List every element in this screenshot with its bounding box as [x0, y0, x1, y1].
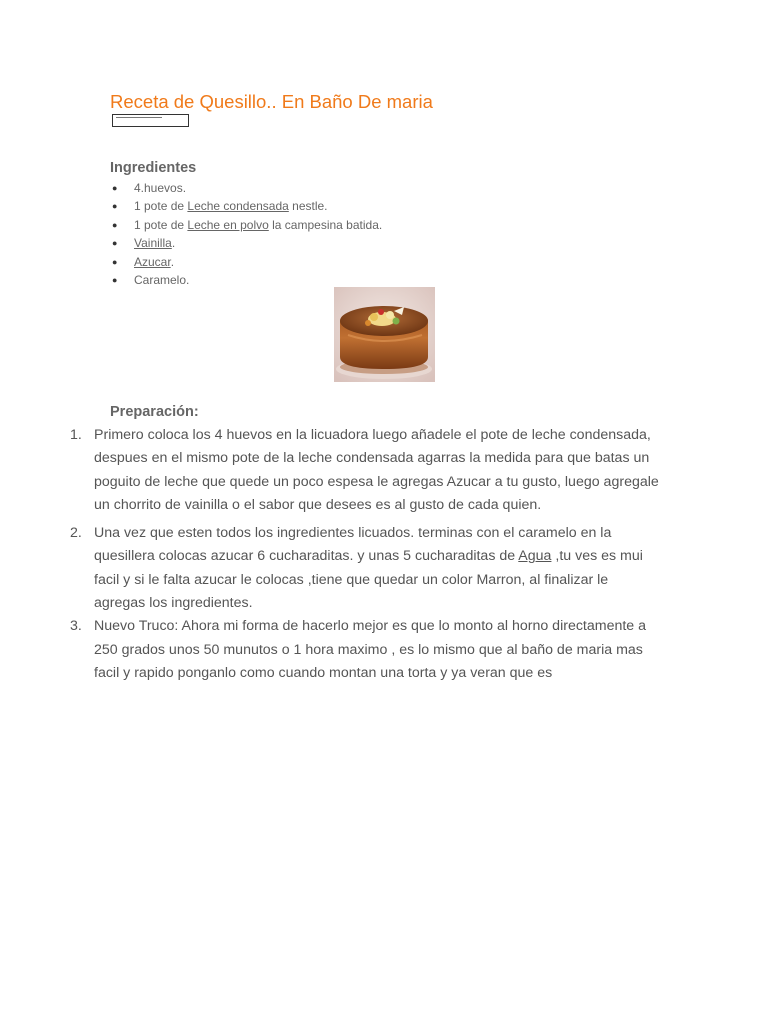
title-underline-box — [112, 114, 189, 127]
ingredients-list — [110, 180, 382, 290]
ingredient-text: 1 pote de — [134, 217, 188, 232]
preparation-heading: Preparación: — [110, 404, 199, 420]
list-item — [110, 235, 382, 253]
ingredient-text: . — [170, 254, 175, 269]
step-number: 3. — [70, 618, 82, 635]
bullet-icon: ● — [112, 201, 118, 212]
link-leche-en-polvo[interactable]: Leche en polvo — [187, 217, 269, 232]
tiny-text-line — [116, 117, 162, 118]
bullet-icon: ● — [112, 238, 118, 249]
step-text: ,tu ves es mui facil y si le falta azucar le colocas ,tiene que quedar un color Marron, al finalizar le agregas los ingredientes. — [94, 548, 643, 612]
link-azucar[interactable]: Azucar — [134, 254, 171, 269]
ingredient-text: Caramelo. — [134, 272, 190, 287]
step-item — [0, 522, 660, 615]
bullet-icon: ● — [112, 274, 118, 285]
ingredient-text: 1 pote de — [134, 199, 188, 214]
quesillo-photo — [334, 287, 435, 382]
bullet-icon: ● — [112, 183, 118, 193]
list-item — [110, 254, 382, 272]
bullet-icon: ● — [112, 219, 118, 230]
ingredients-heading: Ingredientes — [110, 160, 197, 176]
ingredient-text: la campesina batida. — [268, 217, 383, 232]
ingredient-text: . — [171, 236, 176, 251]
page-title: Receta de Quesillo.. En Baño De maria — [110, 91, 433, 112]
list-item — [110, 217, 382, 235]
step-number: 2. — [70, 525, 82, 542]
step-text: Nuevo Truco: Ahora mi forma de hacerlo mejor es que lo monto al horno directamente a 250 grados unos 50 munutos o 1 hora maximo , es lo mismo que al baño de maria mas facil y rapido ponganlo como cuando montan una torta y ya veran que es — [94, 618, 647, 681]
link-vainilla[interactable]: Vainilla — [134, 236, 172, 251]
step-number: 1. — [70, 427, 82, 443]
link-agua[interactable]: Agua — [518, 548, 552, 565]
step-text: Una vez que esten todos los ingredientes licuados. terminas con el caramelo en la quesillera colocas azucar 6 cucharaditas. y unas 5 cucharaditas de — [94, 525, 612, 565]
list-item — [110, 198, 382, 216]
list-item — [110, 180, 382, 198]
step-item — [0, 424, 660, 517]
ingredient-text: 4.huevos. — [134, 181, 187, 195]
link-leche-condensada[interactable]: Leche condensada — [187, 199, 289, 214]
step-text: Primero coloca los 4 huevos en la licuadora luego añadele el pote de leche condensada, despues en el mismo pote de la leche condensada agarras la medida para que batas un poguito de leche que quede un poco espesa le agregas Azucar a tu gusto, luego agregale un chorrito de vainilla o el sabor que desees es al gusto de cada quien. — [94, 427, 659, 513]
bullet-icon: ● — [112, 256, 118, 267]
ingredient-text: nestle. — [288, 199, 328, 214]
preparation-steps — [0, 424, 660, 685]
step-item — [0, 615, 660, 685]
